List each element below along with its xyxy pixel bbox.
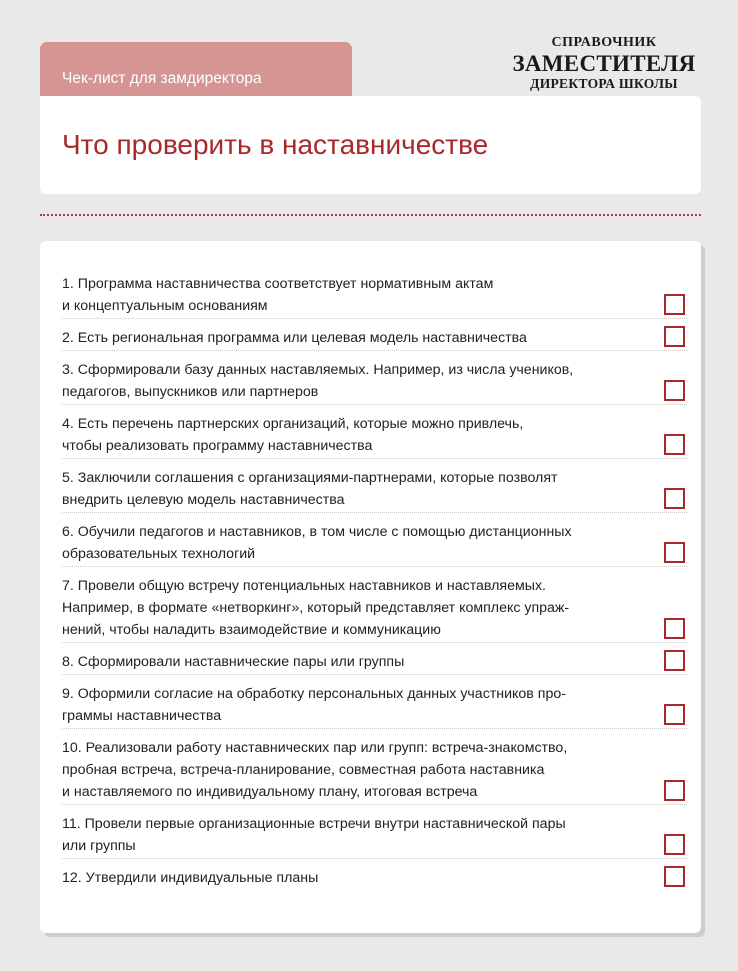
- checklist-item: [62, 867, 687, 890]
- checkbox[interactable]: [664, 834, 685, 855]
- checklist-item: [62, 327, 687, 351]
- checkbox[interactable]: [664, 380, 685, 401]
- checkbox[interactable]: [664, 780, 685, 801]
- category-tab-label: Чек-лист для замдиректора: [62, 70, 262, 87]
- checklist-item: [62, 813, 687, 859]
- checkbox[interactable]: [664, 434, 685, 455]
- checklist-item: [62, 575, 687, 643]
- brand-line-1: СПРАВОЧНИК: [551, 35, 657, 50]
- checklist-item: [62, 683, 687, 729]
- checklist-item-text: 6. Обучили педагогов и наставников, в том числе с помощью дистанционных образовательных технологий: [62, 524, 572, 562]
- page-title: Что проверить в наставничестве: [62, 129, 489, 160]
- checklist-item: [62, 467, 687, 513]
- checklist-item-text: 2. Есть региональная программа или целевая модель наставничества: [62, 330, 527, 346]
- checklist-item-text: 9. Оформили согласие на обработку персональных данных участников про- граммы наставничества: [62, 686, 566, 724]
- checkbox[interactable]: [664, 618, 685, 639]
- checklist-item-text: 4. Есть перечень партнерских организаций, которые можно привлечь, чтобы реализовать программу наставничества: [62, 416, 524, 454]
- checklist: [62, 273, 687, 898]
- checklist-item-text: 1. Программа наставничества соответствует нормативным актам и концептуальным основаниям: [62, 276, 494, 314]
- dotted-divider: [40, 214, 701, 216]
- checkbox[interactable]: [664, 294, 685, 315]
- checklist-item-text: 3. Сформировали базу данных наставляемых. Например, из числа учеников, педагогов, выпускников или партнеров: [62, 362, 574, 400]
- checklist-item: [62, 737, 687, 805]
- checklist-card: [40, 241, 701, 933]
- brand-line-3: ДИРЕКТОРА ШКОЛЫ: [530, 76, 678, 91]
- checkbox[interactable]: [664, 326, 685, 347]
- checklist-item: [62, 273, 687, 319]
- checkbox[interactable]: [664, 542, 685, 563]
- checklist-item: [62, 521, 687, 567]
- checklist-item-text: 8. Сформировали наставнические пары или группы: [62, 654, 405, 670]
- checkbox[interactable]: [664, 704, 685, 725]
- checkbox[interactable]: [664, 650, 685, 671]
- checklist-item-text: 5. Заключили соглашения с организациями-партнерами, которые позволят внедрить целевую модель наставничества: [62, 470, 558, 508]
- checklist-item: [62, 413, 687, 459]
- checklist-item-text: 7. Провели общую встречу потенциальных наставников и наставляемых. Например, в формате «нетворкинг», который представляет комплекс упраж- нений, чтобы наладить взаимодействие и коммуникацию: [62, 578, 570, 638]
- checkbox[interactable]: [664, 866, 685, 887]
- brand-logo: [500, 36, 708, 91]
- checklist-item: [62, 651, 687, 675]
- brand-line-2: ЗАМЕСТИТЕЛЯ: [512, 51, 696, 76]
- checklist-item-text: 10. Реализовали работу наставнических пар или групп: встреча-знакомство, пробная встреча, встреча-планирование, совместная работа наставника и наставляемого по индивидуальному плану, итоговая встреча: [62, 740, 568, 800]
- category-tab: [40, 42, 352, 102]
- checkbox[interactable]: [664, 488, 685, 509]
- title-card: [40, 96, 701, 194]
- checklist-item-text: 11. Провели первые организационные встречи внутри наставнической пары или группы: [62, 816, 566, 854]
- checklist-item: [62, 359, 687, 405]
- checklist-item-text: 12. Утвердили индивидуальные планы: [62, 870, 319, 886]
